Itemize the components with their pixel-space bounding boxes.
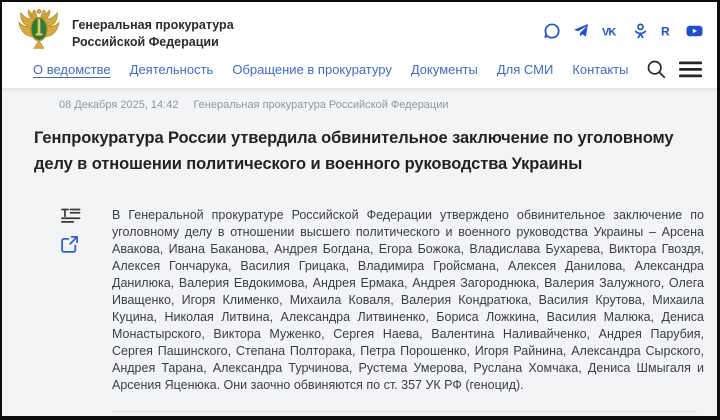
article-tools [60, 207, 112, 394]
nav-item-activity[interactable]: Деятельность [129, 62, 214, 77]
brand-title [72, 17, 234, 51]
prosecutor-emblem-icon [16, 8, 62, 59]
menu-hamburger-icon[interactable] [679, 61, 702, 78]
brand-title-line1: Генеральная прокуратура [72, 17, 234, 32]
article-title: Генпрокуратура России утвердила обвинительное заключение по уголовному делу в отношении политического и военного руководства Украины [34, 129, 674, 173]
brand-home-link[interactable] [16, 8, 234, 59]
youtube-icon[interactable] [686, 23, 703, 39]
share-icon[interactable] [60, 235, 112, 254]
header-actions [646, 59, 702, 79]
nav-item-about[interactable]: О ведомстве [33, 62, 111, 77]
nav-item-media[interactable]: Для СМИ [496, 62, 554, 77]
article-source: Генеральная прокуратура Российской Федерации [193, 99, 449, 111]
article-body: В Генеральной прокуратуре Российской Федерации утверждено обвинительное заключение по уголовному делу в отношении высшего политического и военного руководства Украины – Арсена Авакова, Ивана Баканова, Андрея Богдана, Егора Божока, Владислава Бухарева, Виктора Гвоздя, Алексея Гончарука, Василия Грицака, Владимира Гройсмана, Алексея Данилова, Александра Данилюка, Валерия Евдокимова, Андрея Ермака, Андрея Загороднюка, Валерия Залужного, Олега Иващенко, Игоря Клименко, Михаила Коваля, Валерия Кондратюка, Василия Крутова, Михаила Куцина, Николая Литвина, Александра Литвиненко, Бориса Ложкина, Василия Малюка, Дениса Монастырского, Виктора Муженко, Сергея Наева, Валентина Наливайченко, Андрея Парубия, Сергея Пашинского, Степана Полторака, Петра Порошенко, Игоря Райнина, Александра Сырского, Андрея Тарана, Александра Турчинова, Рустема Умерова, Руслана Хомчака, Дениса Шмыгаля и Арсения Яценюка. Они заочно обвиняются по ст. 357 УК РФ (геноцид). [112, 208, 704, 392]
messenger-icon[interactable] [544, 23, 560, 39]
font-size-icon[interactable] [60, 207, 112, 225]
brand-title-line2: Российской Федерации [72, 34, 219, 49]
bottom-divider [112, 411, 697, 412]
social-links [544, 23, 703, 39]
site-header [2, 2, 717, 89]
nav-item-documents[interactable]: Документы [410, 62, 478, 77]
breadcrumb [59, 99, 717, 111]
telegram-icon[interactable] [573, 23, 589, 39]
odnoklassniki-icon[interactable] [633, 23, 648, 39]
main-nav [33, 62, 628, 77]
rutube-icon[interactable] [661, 23, 673, 39]
nav-item-appeal[interactable]: Обращение в прокуратуру [232, 62, 392, 77]
vk-icon[interactable] [602, 23, 620, 39]
search-icon[interactable] [646, 59, 666, 79]
article-date: 08 Декабря 2025, 14:42 [59, 99, 179, 111]
nav-item-contacts[interactable]: Контакты [572, 62, 629, 77]
svg-text:R: R [661, 24, 670, 39]
svg-text:VK: VK [602, 26, 616, 39]
news-article [2, 99, 717, 394]
